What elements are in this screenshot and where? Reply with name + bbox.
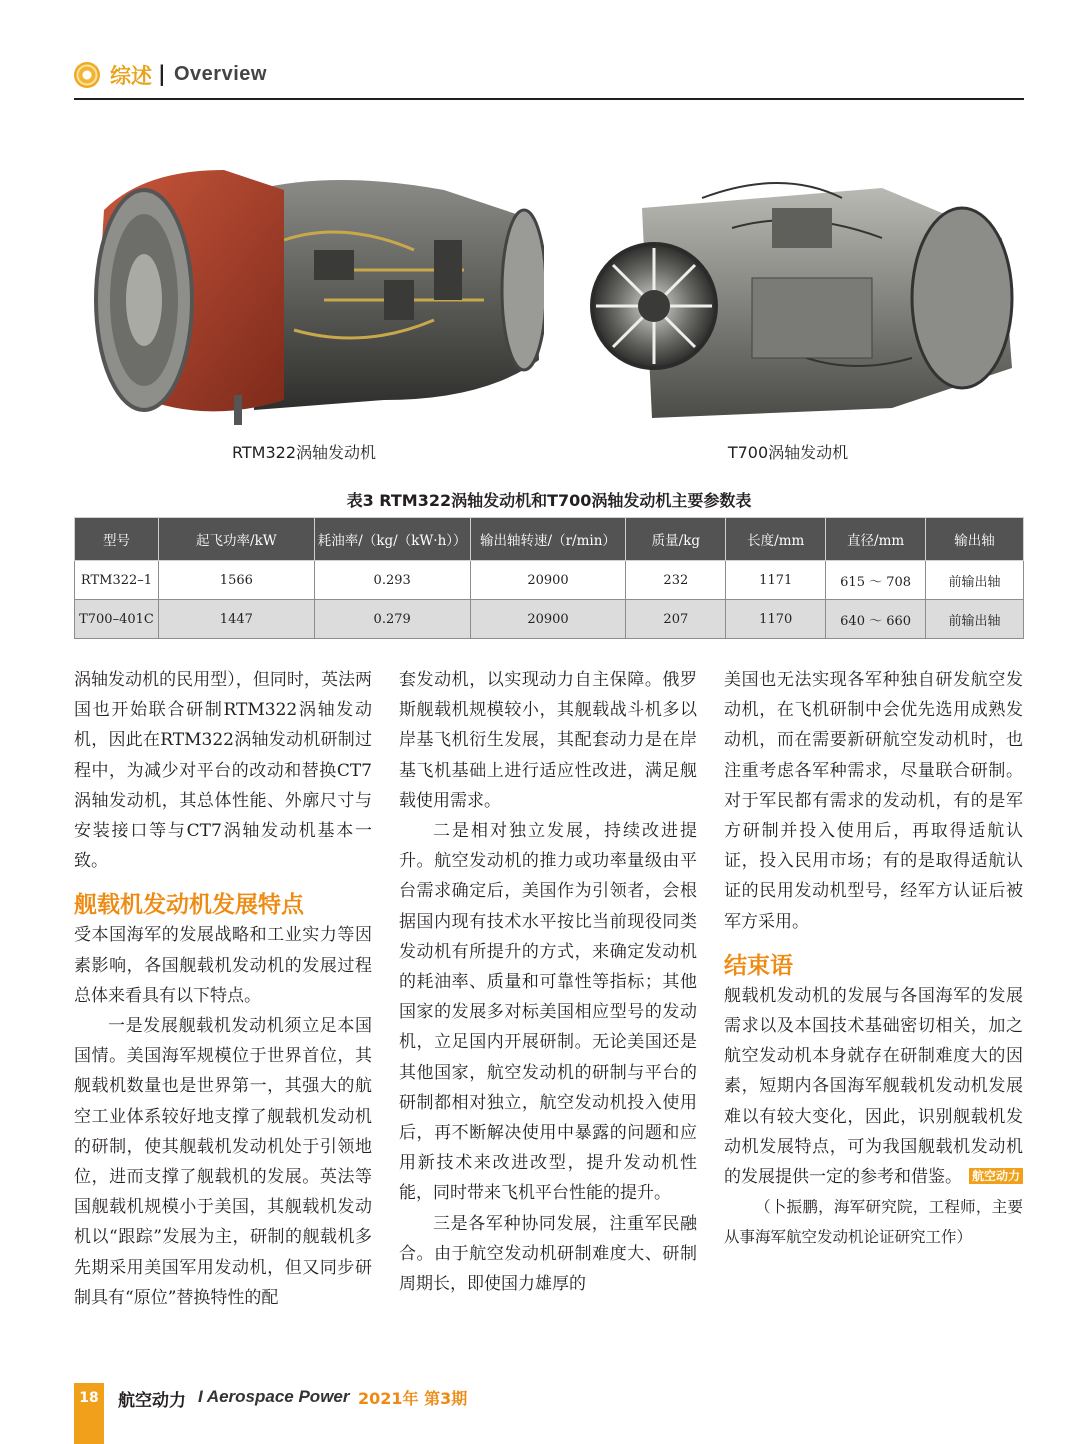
section-title-cn: 综述 bbox=[110, 64, 152, 88]
table-cell: 232 bbox=[626, 561, 726, 600]
text-column-1 bbox=[74, 665, 372, 1313]
paragraph: 涡轴发动机的民用型），但同时，英法两国也开始联合研制RTM322涡轴发动机，因此在RTM322涡轴发动机研制过程中，为减少对平台的改动和替换CT7涡轴发动机，其总体性能、外廓尺寸与安装接口等与CT7涡轴发动机基本一致。 bbox=[74, 670, 372, 872]
section-heading: 舰载机发动机发展特点 bbox=[74, 892, 304, 919]
paragraph: 三是各军种协同发展，注重军民融合。由于航空发动机研制难度大、研制周期长，即使国力雄厚的 bbox=[399, 1213, 697, 1295]
rtm322-caption: RTM322涡轴发动机 bbox=[231, 443, 377, 462]
author-note: （卜振鹏，海军研究院，工程师，主要从事海军航空发动机论证研究工作） bbox=[724, 1198, 1023, 1247]
paragraph bbox=[724, 981, 1023, 1192]
t700-engine-photo bbox=[582, 168, 1022, 432]
magazine-name-en: I Aerospace Power bbox=[198, 1387, 350, 1406]
table-cell: 0.293 bbox=[314, 561, 470, 600]
table-title: 表3 RTM322涡轴发动机和T700涡轴发动机主要参数表 bbox=[346, 491, 752, 510]
table-cell: 20900 bbox=[470, 561, 626, 600]
table-cell: 207 bbox=[626, 600, 726, 639]
paragraph: 套发动机，以实现动力自主保障。俄罗斯舰载机规模较小，其舰载战斗机多以岸基飞机衍生发展，其配套动力是在岸基飞机基础上进行适应性改进，满足舰载使用需求。 bbox=[399, 670, 697, 811]
table-cell: 1170 bbox=[726, 600, 826, 639]
header-cell: 输出轴 bbox=[926, 518, 1024, 561]
table-cell: 615 ～ 708 bbox=[826, 561, 926, 600]
magazine-name-cn: 航空动力 bbox=[118, 1391, 186, 1411]
paragraph-text: 舰载机发动机的发展与各国海军的发展需求以及本国技术基础密切相关，加之航空发动机本身就存在研制难度大的因素，短期内各国海军舰载机发动机发展难以有较大变化，因此，识别舰载机发动机发展特点，可为我国舰载机发动机的发展提供一定的参考和借鉴。 bbox=[724, 985, 1023, 1188]
paragraph: 二是相对独立发展，持续改进提升。航空发动机的推力或功率量级由平台需求确定后，美国作为引领者，会根据国内现有技术水平按比当前现役同类发动机有所提升的方式，来确定发动机的耗油率、质量和可靠性等指标；其他国家的发展多对标美国相应型号的发动机，立足国内开展研制。无论美国还是其他国家，航空发动机的研制与平台的研制都相对独立，航空发动机投入使用后，再不断解决使用中暴露的问题和应用新技术来改进改型，提升发动机性能，同时带来飞机平台性能的提升。 bbox=[399, 821, 697, 1204]
end-mark-badge: 航空动力 bbox=[969, 1168, 1023, 1184]
table-cell: 前输出轴 bbox=[926, 600, 1024, 639]
header-rule bbox=[74, 98, 1024, 100]
table-header-row bbox=[75, 518, 1024, 561]
header-cell: 耗油率/（kg/（kW·h）） bbox=[314, 518, 470, 561]
table-cell: T700–401C bbox=[75, 600, 159, 639]
table-cell: 1447 bbox=[158, 600, 314, 639]
text-column-2 bbox=[399, 665, 697, 1299]
header-cell: 直径/mm bbox=[826, 518, 926, 561]
table-cell: 20900 bbox=[470, 600, 626, 639]
paragraph: 一是发展舰载机发动机须立足本国国情。美国海军规模位于世界首位，其舰载机数量也是世界第一，其强大的航空工业体系较好地支撑了舰载机发动机的研制，使其舰载机发动机处于引领地位，进而支撑了舰载机的发展。英法等国舰载机规模小于美国，其舰载机发动机以“跟踪”发展为主，研制的舰载机多先期采用美国军用发动机，但又同步研制具有“原位”替换特性的配 bbox=[74, 1016, 372, 1308]
table-cell: 0.279 bbox=[314, 600, 470, 639]
issue-label: 2021年 第3期 bbox=[358, 1389, 468, 1408]
paragraph: 受本国海军的发展战略和工业实力等因素影响，各国舰载机发动机的发展过程总体来看具有以下特点。 bbox=[74, 925, 372, 1006]
table-cell: 640 ～ 660 bbox=[826, 600, 926, 639]
header-cell: 质量/kg bbox=[626, 518, 726, 561]
header-cell: 起飞功率/kW bbox=[158, 518, 314, 561]
section-logo-icon bbox=[74, 62, 100, 88]
t700-caption: T700涡轴发动机 bbox=[727, 443, 849, 462]
table-row bbox=[75, 600, 1024, 639]
page-number: 18 bbox=[79, 1390, 99, 1406]
header-cell: 型号 bbox=[75, 518, 159, 561]
table-cell: 前输出轴 bbox=[926, 561, 1024, 600]
table-cell: RTM322–1 bbox=[75, 561, 159, 600]
text-column-3 bbox=[724, 665, 1023, 1252]
section-separator: | bbox=[158, 62, 166, 86]
rtm322-engine-photo bbox=[84, 150, 544, 432]
header-cell: 长度/mm bbox=[726, 518, 826, 561]
table-row bbox=[75, 561, 1024, 600]
section-heading: 结束语 bbox=[724, 952, 793, 979]
section-title-en: Overview bbox=[174, 63, 267, 85]
paragraph: 美国也无法实现各军种独自研发航空发动机，在飞机研制中会优先选用成熟发动机，而在需要新研航空发动机时，也注重考虑各军种需求，尽量联合研制。对于军民都有需求的发动机，有的是军方研制并投入使用后，再取得适航认证，投入民用市场；有的是取得适航认证的民用发动机型号，经军方认证后被军方采用。 bbox=[724, 670, 1023, 932]
engine-parameter-table bbox=[74, 517, 1024, 639]
table-cell: 1566 bbox=[158, 561, 314, 600]
table-cell: 1171 bbox=[726, 561, 826, 600]
header-cell: 输出轴转速/（r/min） bbox=[470, 518, 626, 561]
